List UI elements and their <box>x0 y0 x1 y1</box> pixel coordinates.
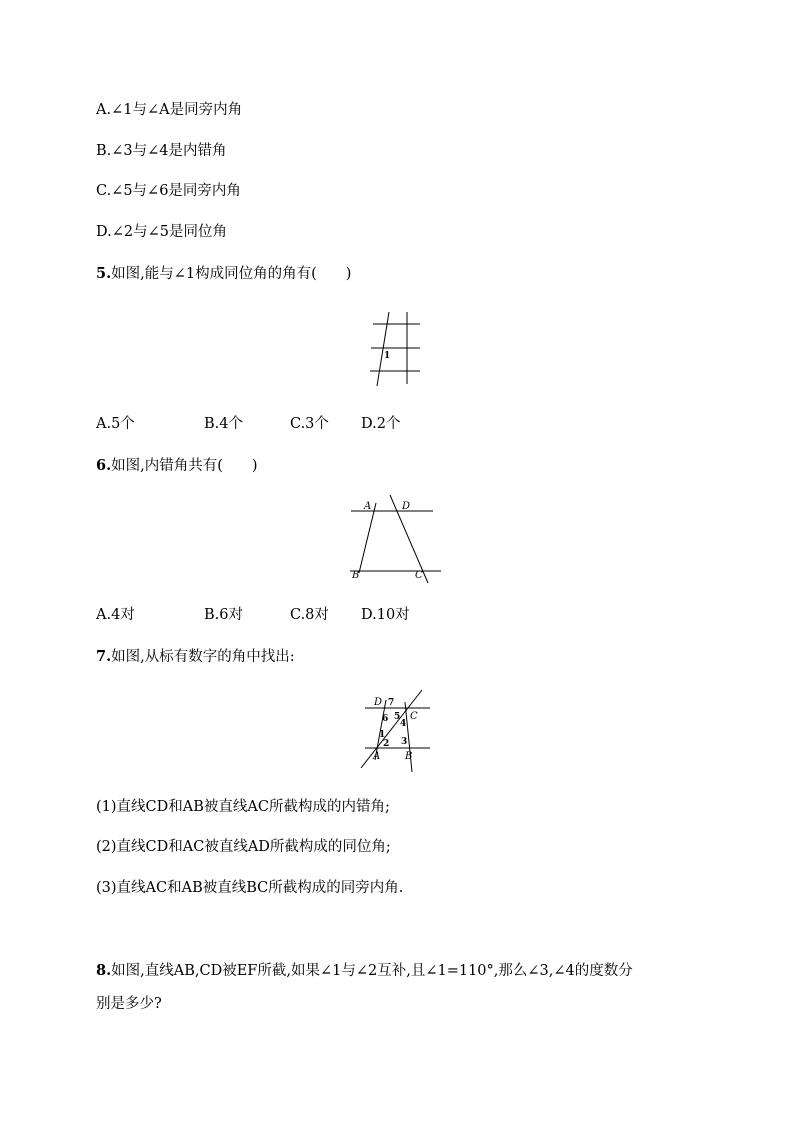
q5-option-c: C.3个 <box>290 416 329 432</box>
q6-text: 如图,内错角共有( ) <box>111 458 258 474</box>
q8-number: 8. <box>96 962 112 979</box>
q7-part-2: (2)直线CD和AC被直线AD所截构成的同位角; <box>96 839 391 855</box>
q8-stem-line1 <box>96 961 633 981</box>
q5-option-a: A.5个 <box>96 416 135 432</box>
q6-stem <box>96 456 258 476</box>
q6-number: 6. <box>96 457 112 474</box>
q7-label-b: B <box>405 751 413 762</box>
q7-angle-4: 4 <box>400 719 407 729</box>
q5-figure <box>360 308 430 392</box>
q7-part-3: (3)直线AC和AB被直线BC所截构成的同旁内角. <box>96 880 404 896</box>
q7-angle-7: 7 <box>388 698 395 708</box>
q7-stem <box>96 647 295 667</box>
q6-option-c: C.8对 <box>290 607 329 623</box>
q6-option-b: B.6对 <box>204 607 243 623</box>
q6-option-d: D.10对 <box>361 607 410 623</box>
q7-text: 如图,从标有数字的角中找出: <box>111 649 295 665</box>
q4-option-d: D.∠2与∠5是同位角 <box>96 224 227 240</box>
q7-angle-2: 2 <box>383 739 390 749</box>
q6-label-d: D <box>402 501 411 512</box>
q7-angle-3: 3 <box>401 737 408 747</box>
q5-number: 5. <box>96 265 112 282</box>
q6-label-c: C <box>415 570 423 581</box>
q4-option-a: A.∠1与∠A是同旁内角 <box>96 102 243 118</box>
q7-label-d: D <box>374 697 383 708</box>
q6-label-a: A <box>364 501 372 512</box>
q5-angle-label: 1 <box>384 351 391 361</box>
q6-label-b: B <box>352 570 360 581</box>
q7-angle-1: 1 <box>379 730 386 740</box>
q6-option-a: A.4对 <box>96 607 135 623</box>
q7-label-c: C <box>410 711 418 722</box>
q7-number: 7. <box>96 648 112 665</box>
q4-option-c: C.∠5与∠6是同旁内角 <box>96 183 241 199</box>
q5-stem <box>96 264 351 284</box>
q8-stem-line2: 别是多少? <box>96 996 162 1012</box>
q7-figure <box>355 688 435 773</box>
q6-figure <box>345 495 450 585</box>
q7-label-a: A <box>373 751 381 762</box>
q5-text: 如图,能与∠1构成同位角的角有( ) <box>111 266 352 282</box>
q5-option-b: B.4个 <box>204 416 243 432</box>
q7-part-1: (1)直线CD和AB被直线AC所截构成的内错角; <box>96 799 390 815</box>
q8-text-line1: 如图,直线AB,CD被EF所截,如果∠1与∠2互补,且∠1=110°,那么∠3,∠4的度数分 <box>111 963 633 979</box>
q7-angle-5: 5 <box>394 712 401 722</box>
q7-angle-6: 6 <box>382 714 389 724</box>
q4-option-b: B.∠3与∠4是内错角 <box>96 143 227 159</box>
q5-option-d: D.2个 <box>361 416 401 432</box>
